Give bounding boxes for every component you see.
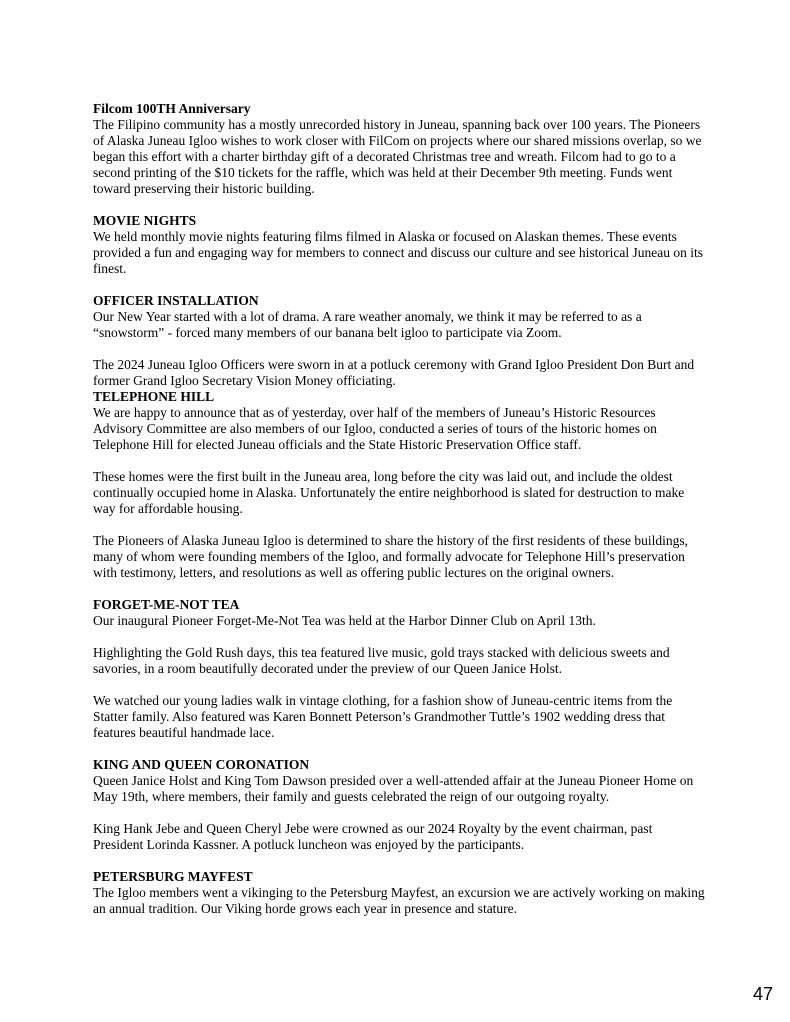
paragraph: Our New Year started with a lot of drama. A rare weather anomaly, we think it may be referred to as a “snowstorm” - forced many members of our banana belt igloo to participate via Zoom. bbox=[93, 309, 642, 340]
section-movie-nights bbox=[93, 213, 705, 277]
section-heading: TELEPHONE HILL bbox=[93, 389, 215, 404]
section-heading: Filcom 100TH Anniversary bbox=[93, 101, 251, 116]
section-officer-installation bbox=[93, 293, 705, 389]
section-heading: OFFICER INSTALLATION bbox=[93, 293, 259, 308]
paragraph: The Filipino community has a mostly unrecorded history in Juneau, spanning back over 100 years. The Pioneers of Alaska Juneau Igloo wishes to work closer with FilCom on projects where our shared missions overlap, so we began this effort with a charter birthday gift of a decorated Christmas tree and wreath. Filcom had to go to a second printing of the $10 tickets for the raffle, which was held at their December 9th meeting. Funds went toward preserving their historic building. bbox=[93, 117, 702, 196]
section-heading: MOVIE NIGHTS bbox=[93, 213, 197, 228]
section-heading: KING AND QUEEN CORONATION bbox=[93, 757, 310, 772]
paragraph: These homes were the first built in the Juneau area, long before the city was laid out, and include the oldest continually occupied home in Alaska. Unfortunately the entire neighborhood is slated for destruction to make way for affordable housing. bbox=[93, 469, 685, 516]
document-body bbox=[93, 101, 705, 933]
paragraph: King Hank Jebe and Queen Cheryl Jebe were crowned as our 2024 Royalty by the event chairman, past President Lorinda Kassner. A potluck luncheon was enjoyed by the participants. bbox=[93, 821, 653, 852]
section-heading: FORGET-ME-NOT TEA bbox=[93, 597, 240, 612]
paragraph: Our inaugural Pioneer Forget-Me-Not Tea was held at the Harbor Dinner Club on April 13th. bbox=[93, 613, 596, 628]
section-filcom-anniversary bbox=[93, 101, 705, 197]
paragraph: The Igloo members went a vikinging to the Petersburg Mayfest, an excursion we are actively working on making an annual tradition. Our Viking horde grows each year in presence and stature. bbox=[93, 885, 705, 916]
section-telephone-hill bbox=[93, 389, 705, 581]
section-petersburg-mayfest bbox=[93, 869, 705, 917]
paragraph: The Pioneers of Alaska Juneau Igloo is determined to share the history of the first residents of these buildings, many of whom were founding members of the Igloo, and formally advocate for Telephone Hill’s preservation with testimony, letters, and resolutions as well as offering public lectures on the original owners. bbox=[93, 533, 688, 580]
paragraph: The 2024 Juneau Igloo Officers were sworn in at a potluck ceremony with Grand Igloo President Don Burt and former Grand Igloo Secretary Vision Money officiating. bbox=[93, 357, 695, 388]
section-forget-me-not-tea bbox=[93, 597, 705, 741]
paragraph: Highlighting the Gold Rush days, this tea featured live music, gold trays stacked with delicious sweets and savories, in a room beautifully decorated under the preview of our Queen Janice Holst. bbox=[93, 645, 670, 676]
paragraph: We are happy to announce that as of yesterday, over half of the members of Juneau’s Historic Resources Advisory Committee are also members of our Igloo, conducted a series of tours of the historic homes on Telephone Hill for elected Juneau officials and the State Historic Preservation Office staff. bbox=[93, 405, 657, 452]
page-number: 47 bbox=[752, 984, 773, 1004]
section-heading: PETERSBURG MAYFEST bbox=[93, 869, 253, 884]
paragraph: We held monthly movie nights featuring films filmed in Alaska or focused on Alaskan themes. These events provided a fun and engaging way for members to connect and discuss our culture and see historical Juneau on its finest. bbox=[93, 229, 703, 276]
paragraph: We watched our young ladies walk in vintage clothing, for a fashion show of Juneau-centric items from the Statter family. Also featured was Karen Bonnett Peterson’s Grandmother Tuttle’s 1902 wedding dress that features beautiful handmade lace. bbox=[93, 693, 673, 740]
paragraph: Queen Janice Holst and King Tom Dawson presided over a well-attended affair at the Juneau Pioneer Home on May 19th, where members, their family and guests celebrated the reign of our outgoing royalty. bbox=[93, 773, 694, 804]
section-king-queen-coronation bbox=[93, 757, 705, 853]
